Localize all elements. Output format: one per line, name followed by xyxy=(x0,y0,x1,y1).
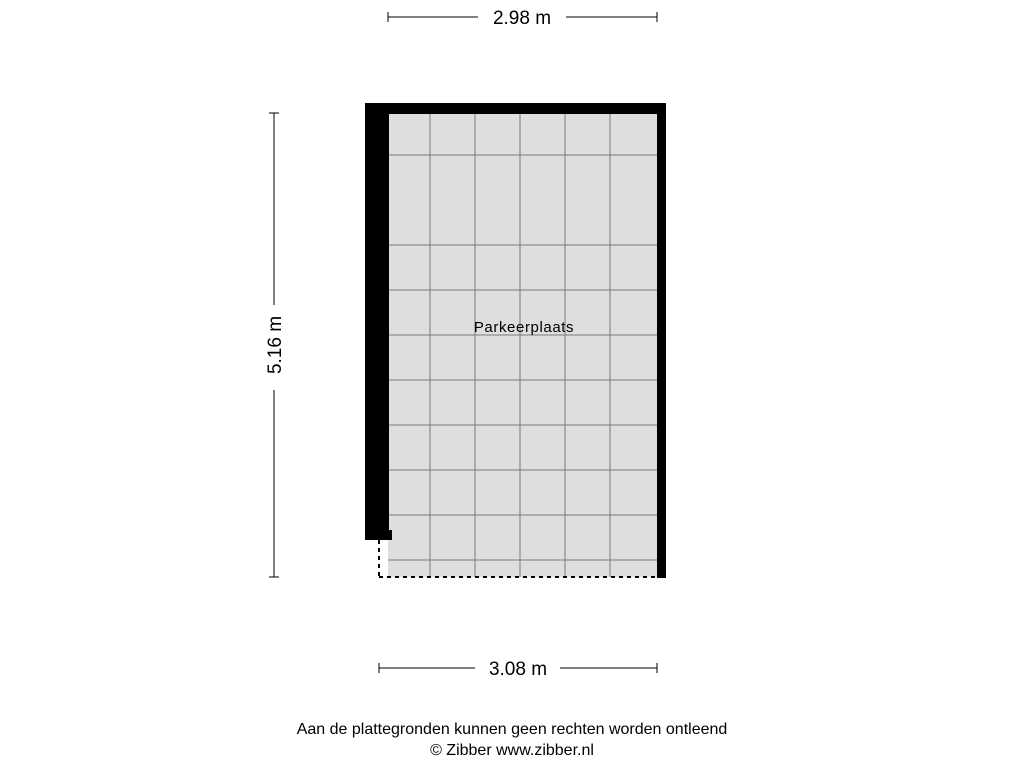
footer-disclaimer: Aan de plattegronden kunnen geen rechten worden ontleend xyxy=(296,721,728,738)
dimension-bottom-label: 3.08 m xyxy=(488,659,548,680)
wall-top xyxy=(365,103,666,114)
room-floor xyxy=(388,113,657,577)
wall-left-end xyxy=(389,530,392,540)
dimension-top-label: 2.98 m xyxy=(492,8,552,29)
dimension-left-label: 5.16 m xyxy=(265,315,286,375)
wall-right xyxy=(657,103,666,578)
wall-left xyxy=(365,103,389,540)
footer-copyright: © Zibber www.zibber.nl xyxy=(430,742,594,759)
room-label: Parkeerplaats xyxy=(473,319,575,336)
